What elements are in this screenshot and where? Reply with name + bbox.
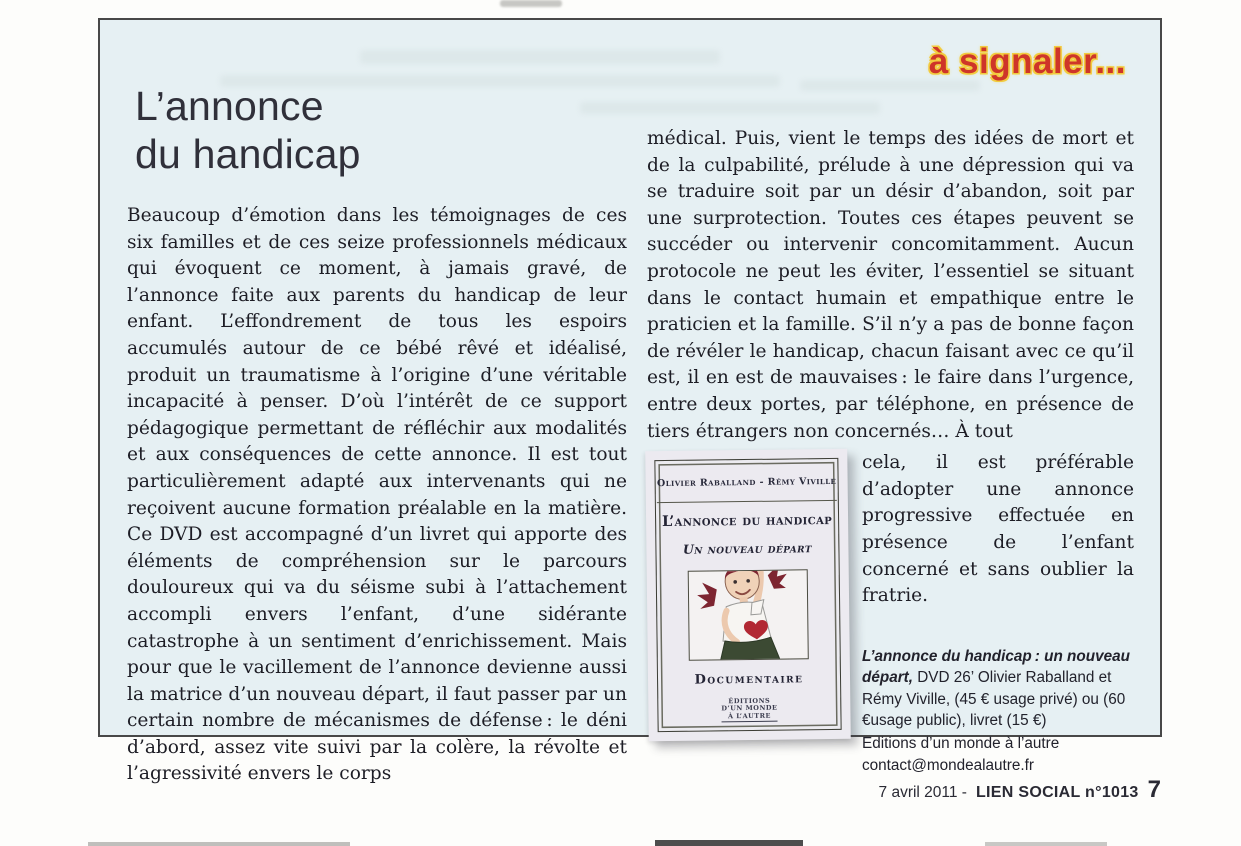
article-column-right (647, 126, 1134, 777)
dvd-cover-title: L’annonce du handicap (661, 510, 833, 530)
scan-artifact-top (500, 0, 562, 7)
bleed-through-artifact (580, 102, 880, 114)
scan-artifact-bottom-left (88, 842, 350, 846)
dvd-cover-authors: Olivier Raballand - Rémy Viville (657, 469, 837, 503)
page-title (135, 82, 361, 178)
bleed-through-artifact (360, 50, 720, 64)
article-paragraph-right: médical. Puis, vient le temps des idées de mort et de la culpabilité, prélude à une dépression qui va se traduire soit par un désir d’abandon, soit par une surprotection. Toutes ces étapes peuvent se succéder ou intervenir concomitamment. Aucun protocole ne peut les éviter, l’essentiel se situant dans le contact humain et empathique entre le praticien et la famille. S’il n’y a pas de bonne façon de révéler le handicap, chacun faisant avec ce qu’il est, il en est de mauvaises : le faire dans l’urgence, entre deux portes, par téléphone, en présence de tiers étrangers non concernés… À tout (647, 128, 1134, 442)
publisher-line: D’UN MONDE (721, 703, 778, 713)
caption-publisher: Editions d’un monde à l’autre (862, 734, 1060, 752)
scan-artifact-bottom-right (985, 842, 1107, 846)
dvd-cover-subtitle: Un nouveau départ (682, 540, 813, 558)
article-paragraph-left: Beaucoup d’émotion dans les témoignages de ces six familles et de ces seize professionnels médicaux qui évoquent ce moment, à jamais gravé, de l’annonce faite aux parents du handicap de leur enfant. L’effondrement de tous les espoirs accumulés autour de ce bébé rêvé et idéalisé, produit un traumatisme à l’origine d’une véritable incapacité à penser. D’où l’intérêt de ce support pédagogique permettant de réfléchir aux modalités et aux conséquences de cette annonce. Il est tout particulièrement adapté aux intervenants qui ne reçoivent aucune formation préalable en la matière. Ce DVD est accompagné d’un livret qui apporte des éléments de compréhension sur le parcours douloureux qui va du séisme subi à l’attachement accompli envers l’enfant, d’une sidérante catastrophe à un sentiment d’enrichissement. Mais pour que le vacillement de l’annonce devienne aussi la matrice d’un nouveau départ, il faut passer par un certain nombre de mécanismes de défense : le déni d’abord, assez vite suivi par la colère, la révolte et l’agressivité envers le corps (127, 205, 627, 785)
article-panel (98, 18, 1162, 785)
girl-illustration (688, 569, 809, 661)
dvd-cover-genre: Documentaire (694, 671, 804, 688)
page-footer (879, 776, 1161, 804)
girl-illustration-svg (688, 569, 808, 661)
dvd-caption (862, 646, 1134, 777)
footer-journal-name: LIEN SOCIAL n°1013 (975, 784, 1139, 801)
scan-artifact-bottom (655, 840, 803, 846)
page-title-line2: du handicap (135, 131, 361, 177)
publisher-line: À L’AUTRE (721, 712, 777, 722)
dvd-cover-image (645, 449, 851, 741)
dvd-cover-frame (654, 458, 841, 732)
caption-title: L’annonce du handicap : un nouveau départ, (862, 647, 1130, 687)
dvd-cover-publisher-logo (721, 697, 777, 722)
article-paragraph-wrap: cela, il est préférable d’adopter une annonce progressive effectuée en présence de l’enfant concerné et sans oublier la fratrie. (862, 452, 1134, 607)
footer-date: 7 avril 2011 - (878, 784, 967, 801)
wrap-column (849, 450, 1134, 777)
media-row (647, 450, 1134, 777)
page-title-line1: L’annonce (135, 83, 324, 129)
footer-page-number: 7 (1147, 776, 1161, 803)
section-label: à signaler... (928, 42, 1126, 81)
caption-contact-email: contact@mondealautre.fr (862, 757, 1034, 775)
article-column-left (127, 203, 627, 788)
caption-details: DVD 26’ Olivier Raballand et Rémy Viville, (45 € usage privé) ou (60 €usage public), livret (15 €) (862, 669, 1126, 730)
publisher-line: ÉDITIONS (728, 696, 771, 705)
